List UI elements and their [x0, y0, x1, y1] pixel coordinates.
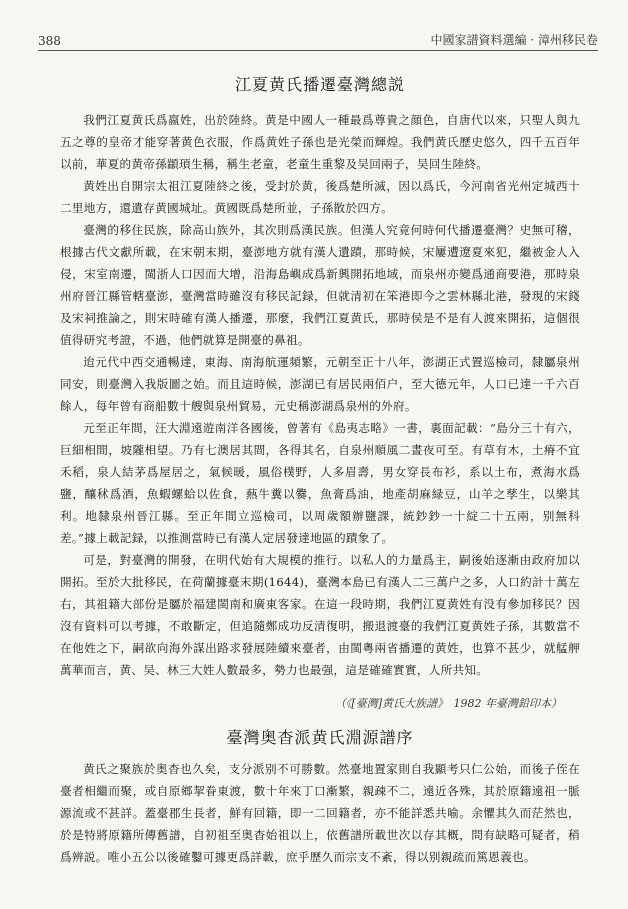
page-number: 388	[38, 34, 61, 48]
source-citation: （《[臺灣]黄氏大族譜》 1982 年臺灣鉛印本）	[334, 697, 562, 710]
header-rule	[38, 50, 598, 51]
page-content	[60, 72, 580, 868]
book-title: 中國家譜資料選編 · 漳州移民卷	[430, 33, 598, 47]
article-title: 臺灣奥杳派黄氏淵源譜序	[226, 728, 414, 747]
page-header	[38, 30, 598, 48]
paragraph: 臺灣的移住民族，除高山族外，其次則爲漢民族。但漢人究竟何時何代播遷臺灣？史無可稽，根據古代文獻所載，在宋朝末期，臺澎地方就有漢人遺蹟，那時候，宋屢遭遼夏來犯，繼被金人入侵，宋室南遷，閩浙人口因而大增，沿海島嶼成爲新興開拓地域，而泉州亦變爲通商要港，那時泉州府晉江縣管轄臺澎，臺灣當時雖沒有移民記録，但就清初在笨港即今之雲林縣北港，發現的宋錢及宋祠推論之，則宋時確有漢人播遷，那麼，我們江夏黄氏，那時侯是不是有人渡來開拓，這個很值得研究考證，不過，他們就算是開臺的鼻祖。	[60, 223, 580, 347]
paragraph: 元至正年間，汪大淵遠遊南洋各國後，曾著有《島夷志略》一書，裏面記載：“島分三十有六，巨細相間，坡隴相望。乃有七澳居其間，各得其名，自泉州順風二晝夜可至。有草有木，土瘠不宜禾稻，泉人結茅爲屋居之，氣候暖，風俗樸野，人多眉壽，男女穿長布衫，系以土布，煮海水爲鹽，釀秫爲酒，魚蝦螺蛤以佐食，爇牛糞以爨，魚膏爲油，地產胡麻緑豆，山羊之孳生，以樂其利。地隸泉州晉江縣。至正年間立巡檢司，以周歲額辦鹽課，統鈔鈔一十綻二十五兩，别無科差。”據上載記録，以推測當時已有漢人定居發達地區的蹟象了。	[60, 421, 580, 545]
paragraph: 我們江夏黄氏爲嬴姓，出於陸終。黄是中國人一種最爲尊貴之顔色，自唐代以來，只聖人與九五之尊的皇帝才能穿著黄色衣服，作爲黄姓子孫也是光榮而輝煌。我們黄氏歷史悠久，四千五百年以前，華夏的黄帝孫顓頊生稱，稱生老童，老童生重黎及吴回兩子，吴回生陸終。	[60, 113, 580, 171]
paragraph: 黄姓出自開宗太祖江夏陸終之後，受封於黄，後爲楚所滅，因以爲氏，今河南省光州定城西十二里地方，還遺存黄國城址。黄國既爲楚所並，子孫散於四方。	[60, 179, 580, 215]
paragraph: 迨元代中西交通暢達，東海、南海航運頻繁，元朝至正十八年，澎湖正式置巡檢司，隸屬泉州同安，則臺灣入我版圖之始。而且這時候，澎湖已有居民兩佰户，至大德元年，人口已達一千六百餘人，每年曾有商船數十艘與泉州貿易，元史稱澎湖爲泉州的外府。	[60, 355, 580, 413]
article-title: 江夏黄氏播遷臺灣總説	[234, 75, 405, 94]
paragraph: 黄氏之聚族於奥杳也久矣，支分派别不可勝數。然臺地置家則自我顯考只仁公始，而後子侄在臺者相繼而聚，或自原鄉挈眷東渡，數十年來丁口漸繁，親疎不二，遠近各殊，其於原籍遠祖一脈源流或不甚詳。蓋臺郡生長者，鮮有回籍，即一二回籍者，亦不能詳悉共喻。余懼其久而茫然也，於是特將原籍所傳舊譜，自初祖至奥杳始祖以上，依舊譜所載世次以存其概，問有缺略可疑者，稍爲辨説。唯小五公以後確鑿可據更爲詳載，庶乎歷久而宗支不紊，得以别親疏而篤恩義也。	[60, 762, 580, 864]
paragraph: 可是，對臺灣的開發，在明代始有大規模的推行。以私人的力量爲主，嗣後始逐漸由政府加以開拓。至於大批移民，在荷蘭據臺末期(1644)，臺灣本島已有漢人二三萬户之多，人口約計十萬左右，其祖籍大部份是屬於福建閩南和廣東客家。在這一段時期，我們江夏黄姓有没有參加移民？因沒有資料可以考據，不敢斷定，但追隨鄭成功反清復明，搬退渡臺的我們江夏黄姓子孫，其數當不在他姓之下，嗣欲向海外謀出路求發展陸續來臺者，由閩粵兩省播遷的黄姓，也算不甚少，就艋舺萬華而言，黄、吴、林三大姓人數最多，勢力也最强，這是確確實實，人所共知。	[60, 553, 580, 677]
